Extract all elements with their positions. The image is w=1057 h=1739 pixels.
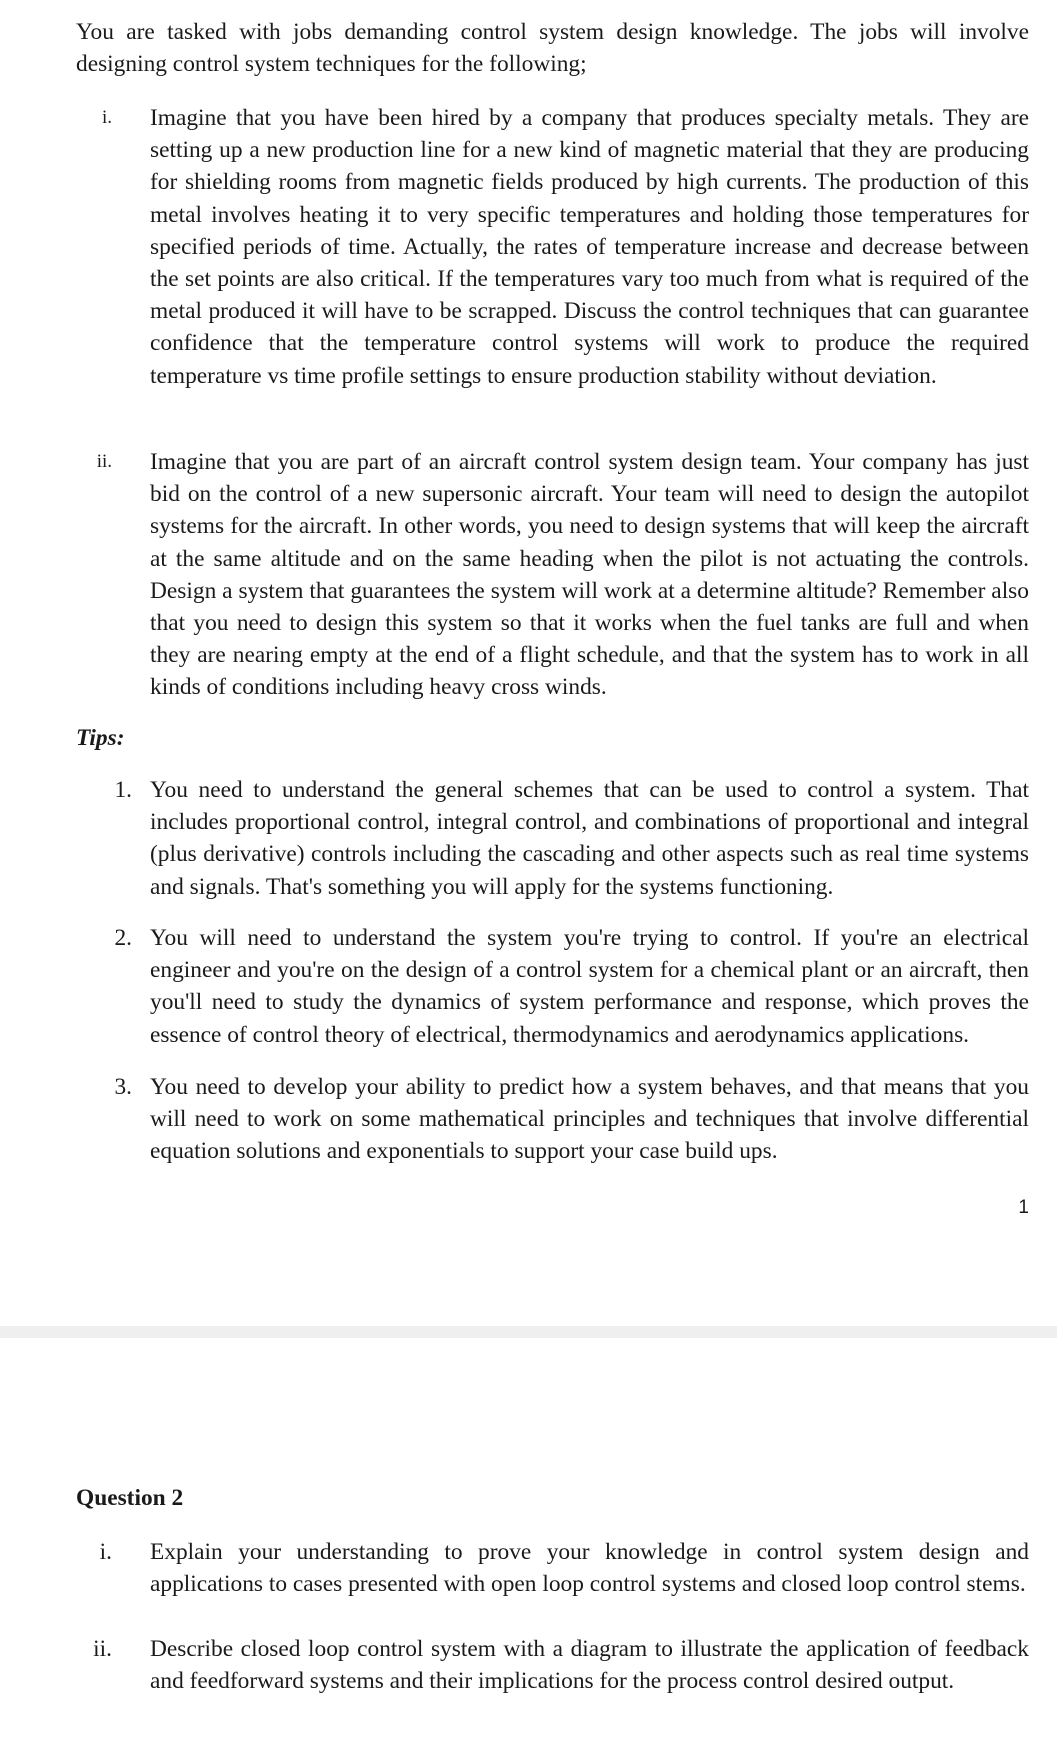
question-marker: i. [99, 1539, 112, 1565]
tip-text: You need to understand the general schemes that can be used to control a system. That includes proportional control, integral control, and combinations of proportional and integral (plus derivative) controls including the cascading and other aspects such as real time systems and signals. That's something you will apply for the systems functioning. [150, 777, 1029, 900]
page-separator [0, 1326, 1057, 1338]
tip-text: You need to develop your ability to predict how a system behaves, and that means that you will need to work on some mathematical principles and techniques that involve differential equation solutions and exponentials to support your case build ups. [150, 1074, 1029, 1165]
page-number: 1 [1018, 1197, 1029, 1218]
question-2-heading: Question 2 [76, 1485, 184, 1511]
task-marker: i. [101, 107, 112, 128]
tip-text: You will need to understand the system you're trying to control. If you're an electrical engineer and you're on the design of a control system for a chemical plant or an aircraft, then you'll need to study the dynamics of system performance and response, which proves the essence of control theory of electrical, thermodynamics and aerodynamics applications. [150, 925, 1029, 1048]
intro-paragraph: You are tasked with jobs demanding control system design knowledge. The jobs will involve designing control system techniques for the following; [76, 19, 1029, 78]
question-marker: ii. [93, 1636, 112, 1662]
tip-marker: 2. [114, 925, 132, 951]
tips-heading: Tips: [76, 725, 125, 751]
tip-marker: 3. [114, 1074, 132, 1100]
task-text: Imagine that you have been hired by a company that produces specialty metals. They are setting up a new production line for a new kind of magnetic material that they are producing for shielding rooms from magnetic fields produced by high currents. The production of this metal involves heating it to very specific temperatures and holding those temperatures for specified periods of time. Actually, the rates of temperature increase and decrease between the set points are also critical. If the temperatures vary too much from what is required of the metal produced it will have to be scrapped. Discuss the control techniques that can guarantee confidence that the temperature control systems will work to produce the required temperature vs time profile settings to ensure production stability without deviation. [150, 105, 1029, 389]
tip-marker: 1. [114, 777, 132, 803]
question-text: Describe closed loop control system with a diagram to illustrate the application of feedback and feedforward systems and their implications for the process control desired output. [150, 1636, 1029, 1695]
question-text: Explain your understanding to prove your knowledge in control system design and applications to cases presented with open loop control systems and closed loop control stems. [150, 1539, 1029, 1598]
task-marker: ii. [96, 451, 112, 472]
task-text: Imagine that you are part of an aircraft control system design team. Your company has just bid on the control of a new supersonic aircraft. Your team will need to design the autopilot systems for the aircraft. In other words, you need to design systems that will keep the aircraft at the same altitude and on the same heading when the pilot is not actuating the controls. Design a system that guarantees the system will work at a determine altitude? Remember also that you need to design this system so that it works when the fuel tanks are full and when they are nearing empty at the end of a flight schedule, and that the system has to work in all kinds of conditions including heavy cross winds. [150, 449, 1029, 701]
